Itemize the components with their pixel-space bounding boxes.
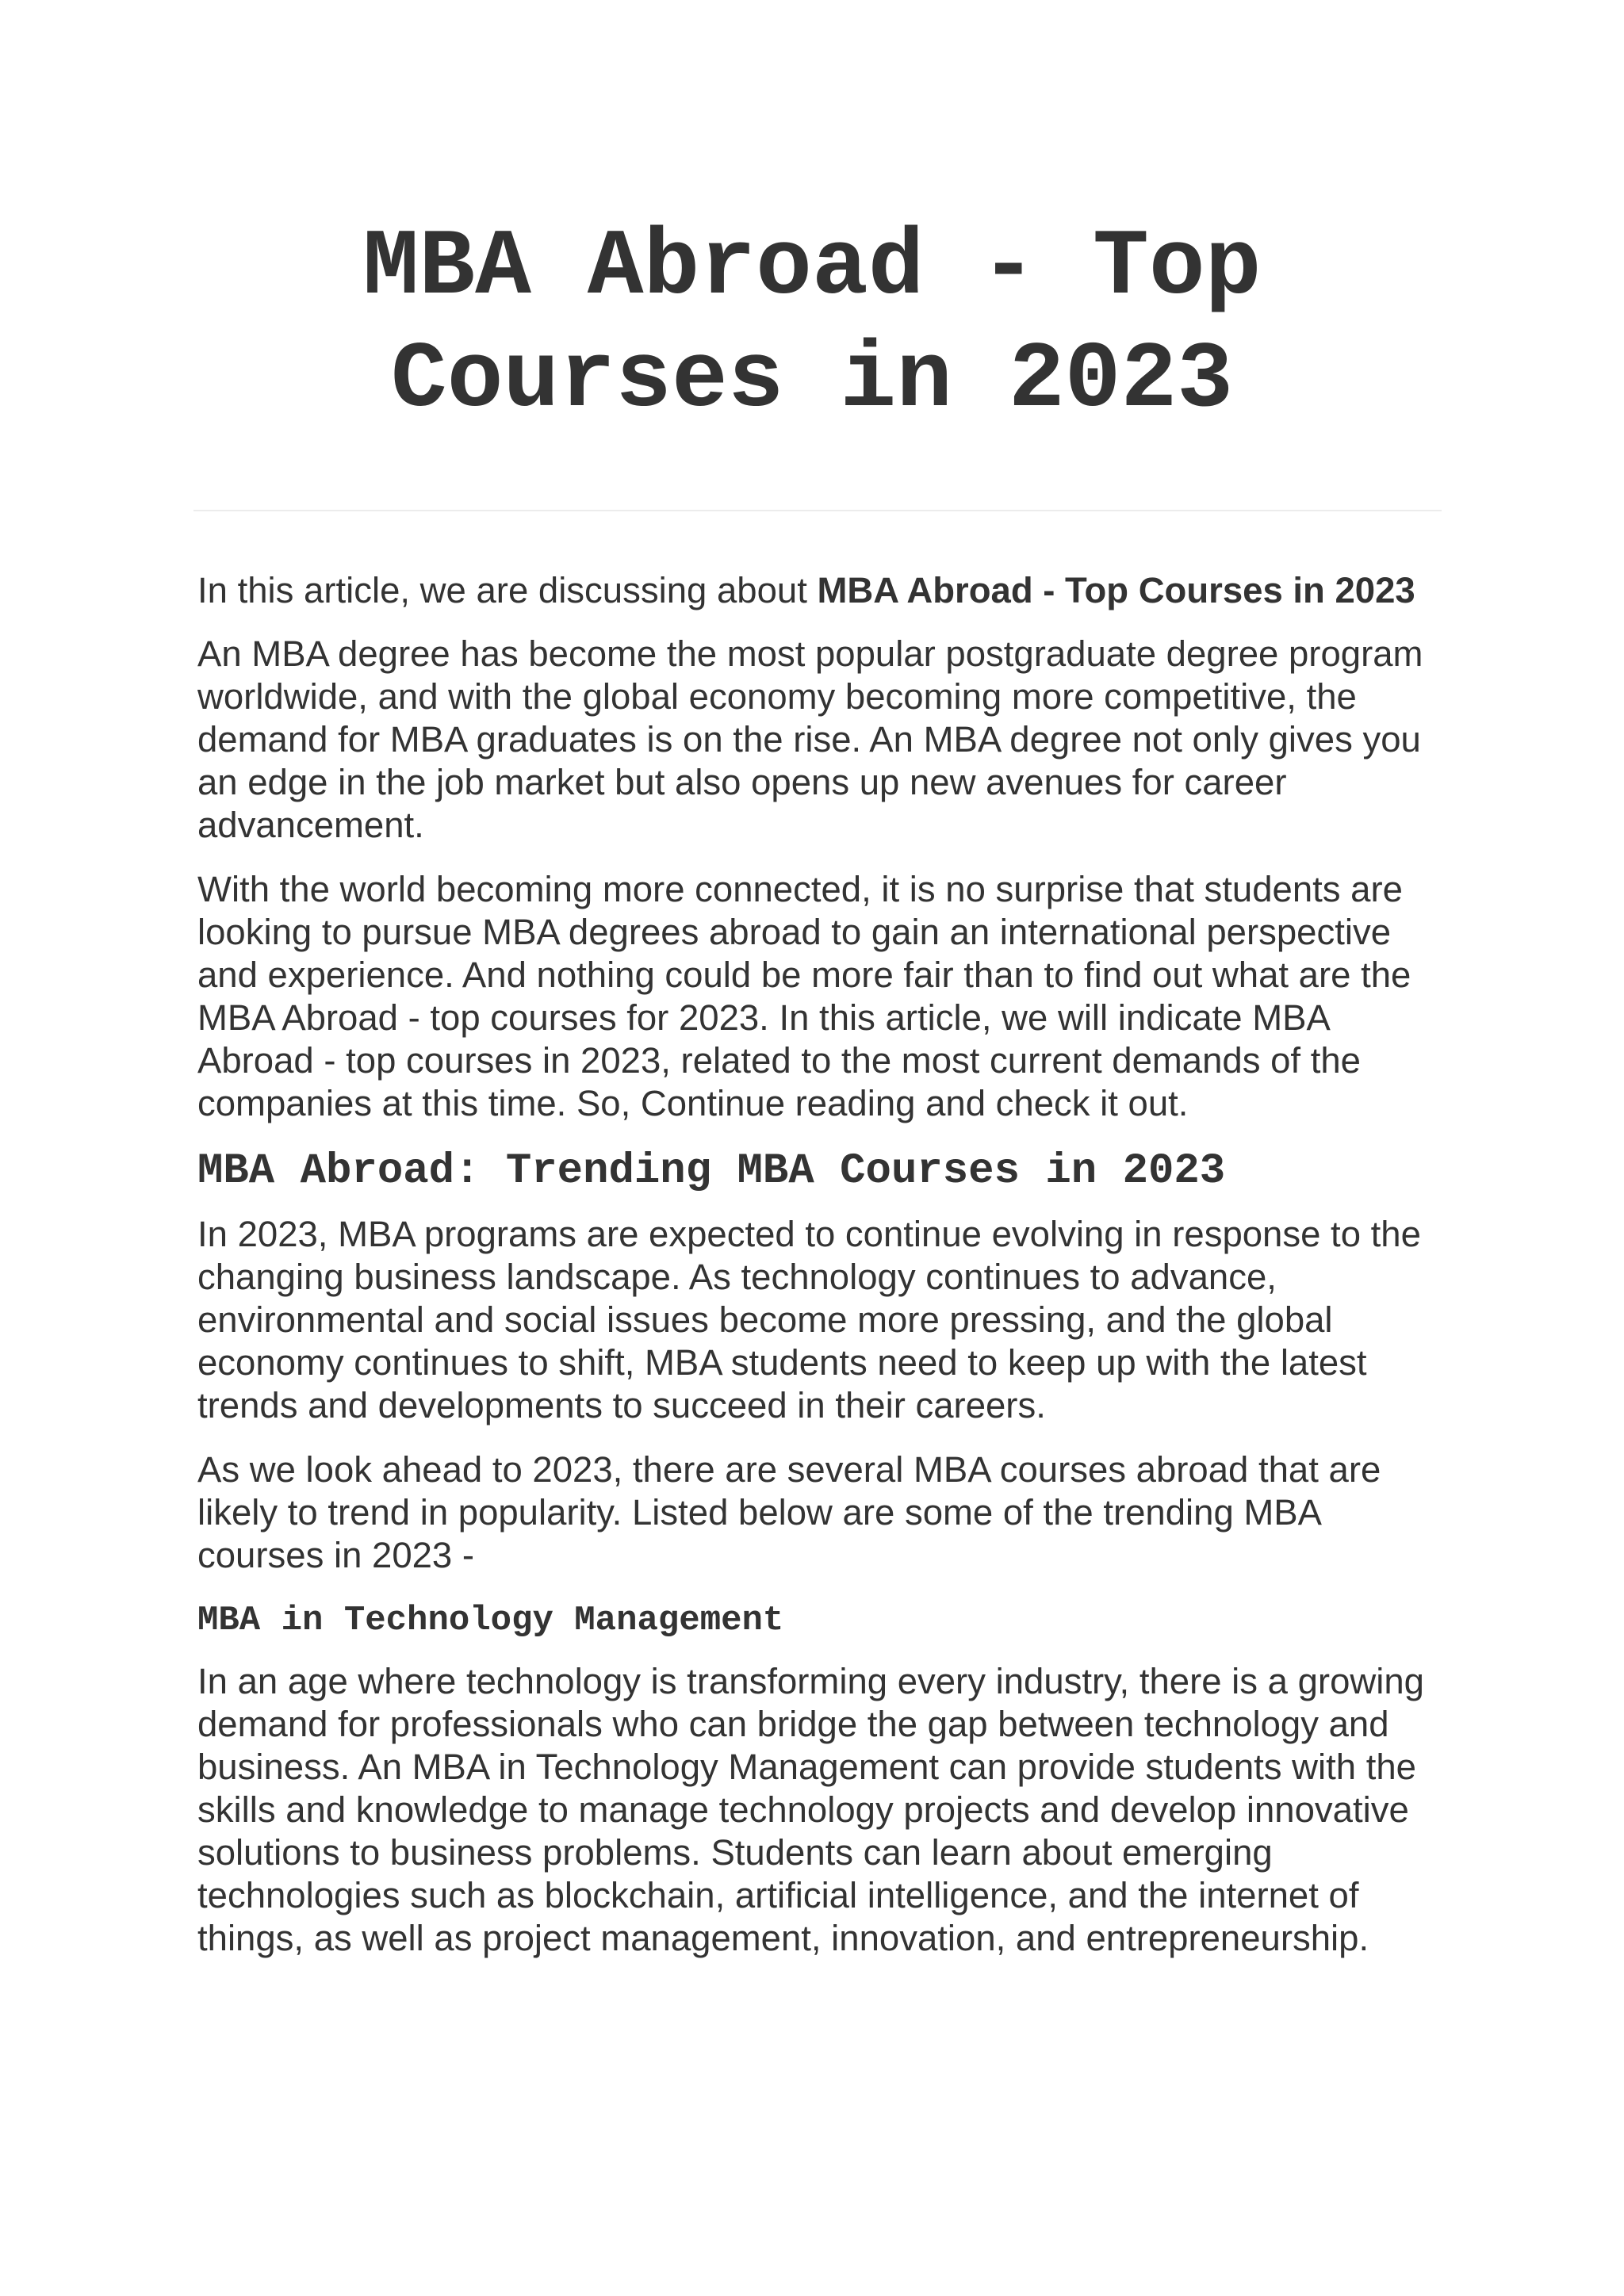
intro-paragraph xyxy=(197,569,1442,612)
intro-text: In this article, we are discussing about xyxy=(197,570,818,610)
title-divider xyxy=(193,510,1442,511)
intro-bold-text: MBA Abroad - Top Courses in 2023 xyxy=(817,570,1415,610)
page-title: MBA Abroad - Top Courses in 2023 xyxy=(362,216,1262,434)
subsection-heading: MBA in Technology Management xyxy=(197,1601,784,1640)
paragraph-mba-abroad: With the world becoming more connected, it is no surprise that students are looking to pursue MBA degrees abroad to gain an international perspective and experience. And nothing could be more fair than to find out what are the MBA Abroad - top courses for 2023. In this article, we will indicate MBA Abroad - top courses in 2023, related to the most current demands of the companies at this time. So, Continue reading and check it out. xyxy=(197,869,1411,1123)
article-body xyxy=(197,569,1442,1981)
section-heading: MBA Abroad: Trending MBA Courses in 2023 xyxy=(197,1147,1226,1196)
paragraph-mba-popularity: An MBA degree has become the most popular postgraduate degree program worldwide, and with the global economy becoming more competitive, the demand for MBA graduates is on the rise. An MBA degree not only gives you an edge in the job market but also opens up new avenues for career advancement. xyxy=(197,633,1423,845)
paragraph-mba-evolving: In 2023, MBA programs are expected to continue evolving in response to the changing business landscape. As technology continues to advance, environmental and social issues become more pressing, and the global economy continues to shift, MBA students need to keep up with the latest trends and developments to succeed in their careers. xyxy=(197,1214,1421,1425)
paragraph-trending-list-intro: As we look ahead to 2023, there are several MBA courses abroad that are likely to trend in popularity. Listed below are some of the trending MBA courses in 2023 - xyxy=(197,1449,1381,1575)
paragraph-technology-management: In an age where technology is transforming every industry, there is a growing demand for professionals who can bridge the gap between technology and business. An MBA in Technology Management can provide students with the skills and knowledge to manage technology projects and develop innovative solutions to business problems. Students can learn about emerging technologies such as blockchain, artificial intelligence, and the internet of things, as well as project management, innovation, and entrepreneurship. xyxy=(197,1661,1424,1958)
